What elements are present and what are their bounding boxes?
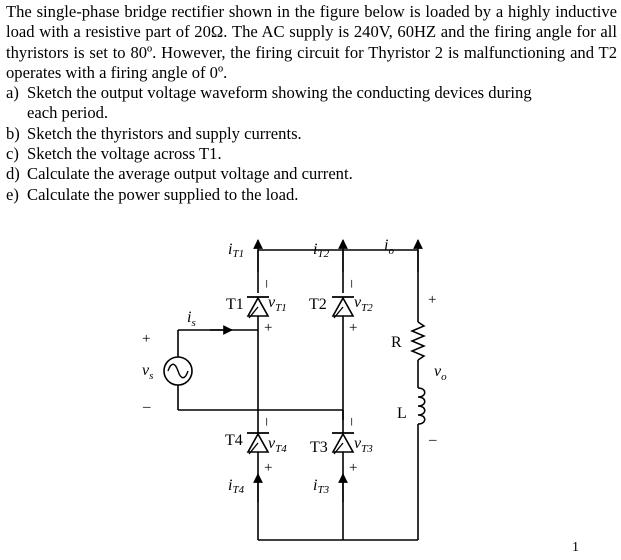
label-is: $i_s$ — [187, 309, 196, 329]
label-vs: $v_s$ — [142, 362, 154, 382]
page-number: 1 — [572, 540, 579, 555]
label-vo: $v_o$ — [434, 363, 447, 383]
thyristor-t2 — [332, 297, 354, 318]
label-io: $i_o$ — [384, 237, 394, 257]
label-vT2: $v_{T2}$ — [354, 294, 373, 314]
label-iT4: iT4 — [228, 477, 245, 496]
polarity-plus-source: + — [142, 331, 151, 347]
question-label: a) — [6, 83, 19, 103]
question-label: d) — [6, 164, 20, 184]
label-vT3: $v_{T3}$ — [354, 435, 373, 455]
label-L: L — [397, 405, 407, 422]
polarity-plus-output: + — [428, 292, 437, 308]
label-T2: T2 — [309, 296, 327, 313]
label-iT3: iT3 — [313, 477, 330, 496]
question-label: e) — [6, 184, 19, 204]
label-R: R — [391, 334, 402, 351]
load-resistor — [412, 322, 424, 360]
label-T1: T1 — [226, 296, 244, 313]
label-vT1: $v_{T1}$ — [268, 294, 287, 314]
polarity-plus-vT1: + — [264, 320, 273, 336]
problem-intro: The single-phase bridge rectifier shown in the figure below is loaded by a highly inductive load with a resistive part of 20Ω. The AC supply is 240V, 60HZ and the firing angle for all thyristors is set to 80º. However, the firing circuit for Thyristor 2 is malfunctioning and T2 operates with a firing angle of 0º. — [6, 2, 617, 82]
label-vT4: $v_{T4}$ — [268, 435, 287, 455]
question-text: Sketch the output voltage waveform showing the conducting devices during — [27, 83, 532, 103]
polarity-minus-vT1: – — [259, 280, 275, 288]
load-inductor — [418, 388, 425, 424]
circuit-wires — [178, 250, 418, 540]
label-T4: T4 — [225, 432, 243, 449]
polarity-minus-source: – — [143, 399, 151, 415]
question-text: Sketch the voltage across T1. — [27, 144, 222, 164]
label-iT1: iT1 — [228, 241, 245, 260]
polarity-plus-vT2: + — [349, 320, 358, 336]
polarity-minus-vT4: – — [259, 418, 275, 426]
polarity-plus-vT4: + — [264, 460, 273, 476]
question-text: Sketch the thyristors and supply currents. — [27, 123, 302, 143]
label-iT2: iT2 — [313, 241, 330, 260]
ac-source — [164, 357, 192, 385]
question-label: c) — [6, 144, 19, 164]
polarity-minus-output: – — [429, 432, 437, 448]
current-arrows — [210, 240, 418, 502]
polarity-minus-vT2: – — [344, 280, 360, 288]
question-text: Calculate the power supplied to the load. — [27, 184, 299, 204]
thyristor-t1 — [247, 297, 269, 318]
label-T3: T3 — [310, 439, 328, 456]
polarity-plus-vT3: + — [349, 460, 358, 476]
polarity-minus-vT3: – — [344, 418, 360, 426]
question-label: b) — [6, 123, 20, 143]
question-text-continued: each period. — [27, 103, 109, 123]
question-text: Calculate the average output voltage and current. — [27, 164, 353, 184]
